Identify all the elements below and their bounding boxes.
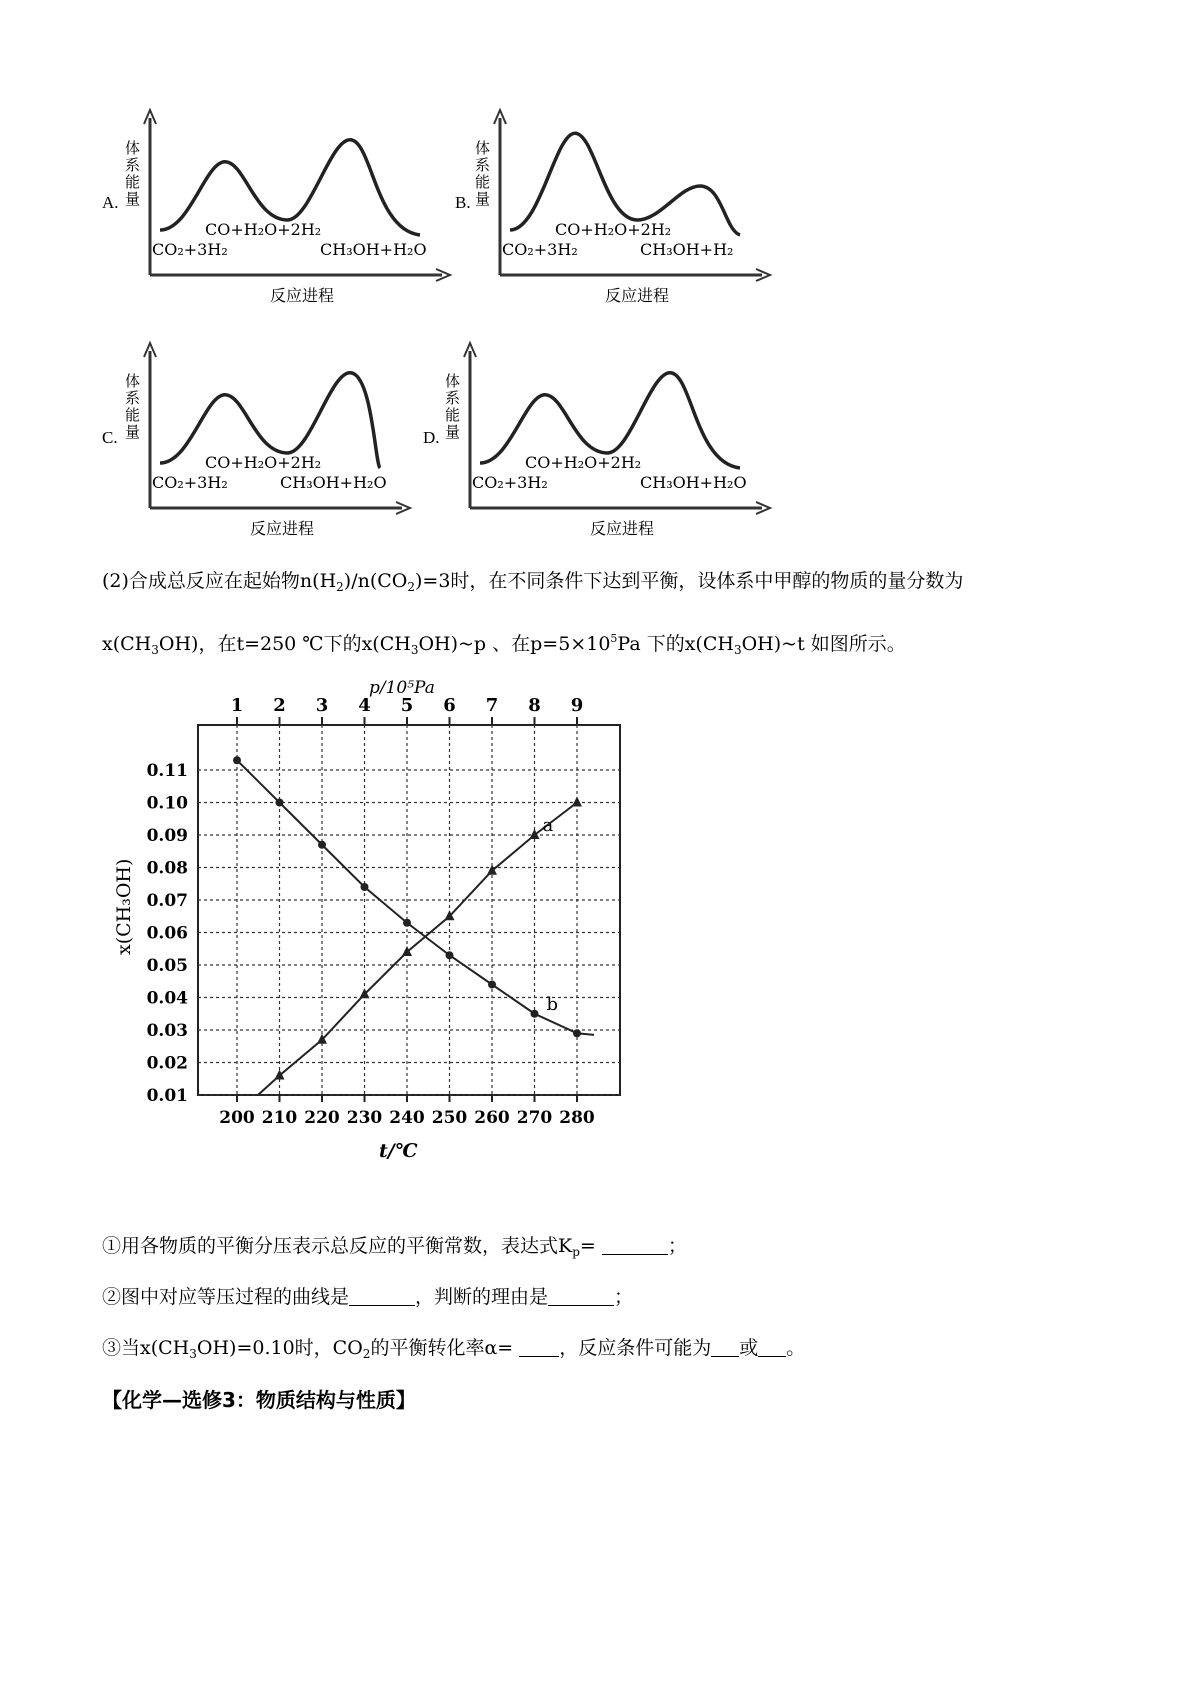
subscript: p: [572, 1245, 580, 1259]
answer-blank[interactable]: [519, 1338, 559, 1357]
y-tick-label: 0.06: [146, 923, 188, 944]
y-axis-label: 体系能量: [443, 373, 461, 441]
series-a-line: [258, 803, 577, 1096]
option-letter: A.: [102, 193, 119, 212]
option-letter: D.: [423, 428, 440, 447]
top-tick-label: 1: [230, 695, 244, 716]
para-text: OH)，在t=250 ℃下的x(CH: [158, 633, 411, 655]
q-text: =: [579, 1235, 602, 1257]
y-tick-label: 0.10: [146, 793, 188, 814]
series-a-point: [487, 865, 497, 875]
sub-question-2: [102, 1283, 633, 1311]
product-label: CH₃OH+H₂: [640, 240, 734, 259]
series-a-label: a: [542, 815, 554, 836]
x-axis-label: 反应进程: [590, 519, 655, 538]
intermediate-label: CO+H₂O+2H₂: [555, 220, 672, 239]
para-text: Pa 下的x(CH: [617, 633, 734, 655]
bottom-tick-label: 210: [261, 1108, 298, 1128]
y-axis-label: 体系能量: [473, 140, 491, 208]
q-text: 。: [786, 1337, 806, 1359]
bottom-tick-label: 220: [304, 1108, 340, 1128]
subscript: 3: [410, 643, 419, 657]
y-tick-label: 0.08: [146, 858, 188, 879]
top-tick-label: 8: [528, 695, 541, 716]
para-text: (2)合成总反应在起始物: [102, 570, 300, 592]
subscript: 3: [151, 643, 159, 657]
y-tick-label: 0.07: [146, 891, 188, 911]
energy-diagram: [440, 333, 780, 543]
option-letter: C.: [102, 428, 118, 447]
series-a-point: [402, 946, 412, 956]
question-paragraph-1: [102, 567, 963, 601]
y-axis-label: x(CH₃OH): [113, 858, 135, 955]
superscript: 5: [610, 632, 618, 645]
option-letter: B.: [455, 193, 471, 212]
reactant-label: CO₂+3H₂: [472, 473, 548, 492]
bottom-tick-label: 270: [516, 1108, 553, 1128]
sub-question-3: [102, 1334, 805, 1368]
q-text: 的平衡转化率α=: [370, 1337, 520, 1359]
series-b-line: [237, 760, 594, 1035]
answer-blank[interactable]: [548, 1287, 614, 1306]
y-tick-label: 0.01: [146, 1086, 188, 1106]
subscript: 2: [336, 580, 344, 594]
series-b-point: [488, 981, 496, 989]
reactant-label: CO₂+3H₂: [502, 240, 578, 259]
bottom-tick-label: 230: [346, 1108, 383, 1128]
y-tick-label: 0.03: [146, 1021, 188, 1041]
answer-blank[interactable]: [602, 1236, 668, 1255]
section-heading: 【化学—选修3：物质结构与性质】: [102, 1388, 416, 1412]
x-axis-label: 反应进程: [270, 286, 335, 305]
energy-diagram: [120, 333, 420, 543]
sub-question-1: [102, 1232, 687, 1266]
energy-diagram: [470, 100, 780, 310]
q-text: ，反应条件可能为: [559, 1337, 712, 1359]
x-axis-label: 反应进程: [605, 286, 670, 305]
series-b-label: b: [546, 993, 559, 1015]
q-text: ②图中对应等压过程的曲线是: [102, 1286, 350, 1308]
y-tick-label: 0.02: [146, 1053, 188, 1074]
y-axis-label: 体系能量: [123, 373, 141, 441]
series-a-point: [530, 829, 540, 839]
intermediate-label: CO+H₂O+2H₂: [205, 220, 322, 239]
reactant-label: CO₂+3H₂: [152, 240, 228, 259]
series-b-point: [446, 951, 454, 959]
x-axis-label: 反应进程: [250, 519, 315, 538]
energy-diagram: [120, 100, 460, 310]
subscript: 2: [362, 1347, 371, 1361]
q-text: ③当x(CH: [102, 1337, 190, 1359]
plot-frame: [198, 725, 620, 1095]
bottom-tick-label: 260: [474, 1108, 510, 1128]
product-label: CH₃OH+H₂O: [640, 473, 747, 492]
bottom-axis-label: t/℃: [379, 1140, 418, 1162]
top-tick-label: 4: [358, 695, 371, 716]
para-text: x(CH: [102, 633, 152, 655]
top-tick-label: 3: [315, 695, 329, 716]
top-tick-label: 7: [485, 695, 499, 716]
series-a-point: [275, 1070, 285, 1080]
q-text: ①用各物质的平衡分压表示总反应的平衡常数，表达式K: [102, 1235, 573, 1257]
series-b-point: [318, 841, 326, 849]
y-tick-label: 0.09: [146, 826, 188, 846]
top-tick-label: 2: [273, 695, 286, 716]
answer-blank[interactable]: [711, 1338, 739, 1357]
intermediate-label: CO+H₂O+2H₂: [205, 453, 322, 472]
q-text: 或: [739, 1337, 759, 1359]
bottom-tick-label: 240: [389, 1108, 425, 1128]
top-tick-label: 9: [570, 695, 584, 716]
series-b-point: [403, 919, 411, 927]
bottom-tick-label: 250: [431, 1108, 468, 1128]
question-paragraph-2: [102, 625, 906, 664]
y-tick-label: 0.04: [146, 988, 188, 1009]
para-text: OH)~t 如图所示。: [741, 633, 906, 655]
subscript: 3: [189, 1347, 197, 1361]
series-b-point: [233, 756, 241, 764]
q-text: OH)=0.10时，CO: [196, 1337, 363, 1359]
series-b-point: [361, 883, 369, 891]
series-b-point: [573, 1029, 581, 1037]
answer-blank[interactable]: [349, 1287, 415, 1306]
top-axis-label: p/10⁵Pa: [369, 678, 435, 698]
para-text: )=3时，在不同条件下达到平衡，设体系中甲醇的物质的量分数为: [415, 570, 964, 592]
y-tick-label: 0.11: [146, 761, 188, 781]
answer-blank[interactable]: [758, 1338, 786, 1357]
q-text: ；: [667, 1235, 687, 1257]
y-axis-label: 体系能量: [123, 140, 141, 208]
intermediate-label: CO+H₂O+2H₂: [525, 453, 642, 472]
top-tick-label: 5: [400, 695, 414, 716]
q-text: ，判断的理由是: [415, 1286, 549, 1308]
bottom-tick-label: 200: [219, 1108, 255, 1128]
subscript: 2: [407, 580, 415, 594]
product-label: CH₃OH+H₂O: [320, 240, 427, 259]
para-text: )/n(CO: [343, 570, 408, 592]
bottom-tick-label: 280: [559, 1108, 595, 1128]
product-label: CH₃OH+H₂O: [280, 473, 387, 492]
para-text: n(H: [299, 570, 337, 592]
reactant-label: CO₂+3H₂: [152, 473, 228, 492]
series-b-point: [531, 1010, 539, 1018]
top-tick-label: 6: [443, 695, 456, 716]
series-a-point: [572, 797, 582, 807]
subscript: 3: [733, 643, 742, 657]
methanol-fraction-chart: [100, 665, 640, 1170]
y-tick-label: 0.05: [146, 956, 188, 976]
q-text: ；: [614, 1286, 634, 1308]
series-b-point: [276, 799, 284, 807]
para-text: OH)~p 、在p=5×10: [418, 633, 611, 655]
